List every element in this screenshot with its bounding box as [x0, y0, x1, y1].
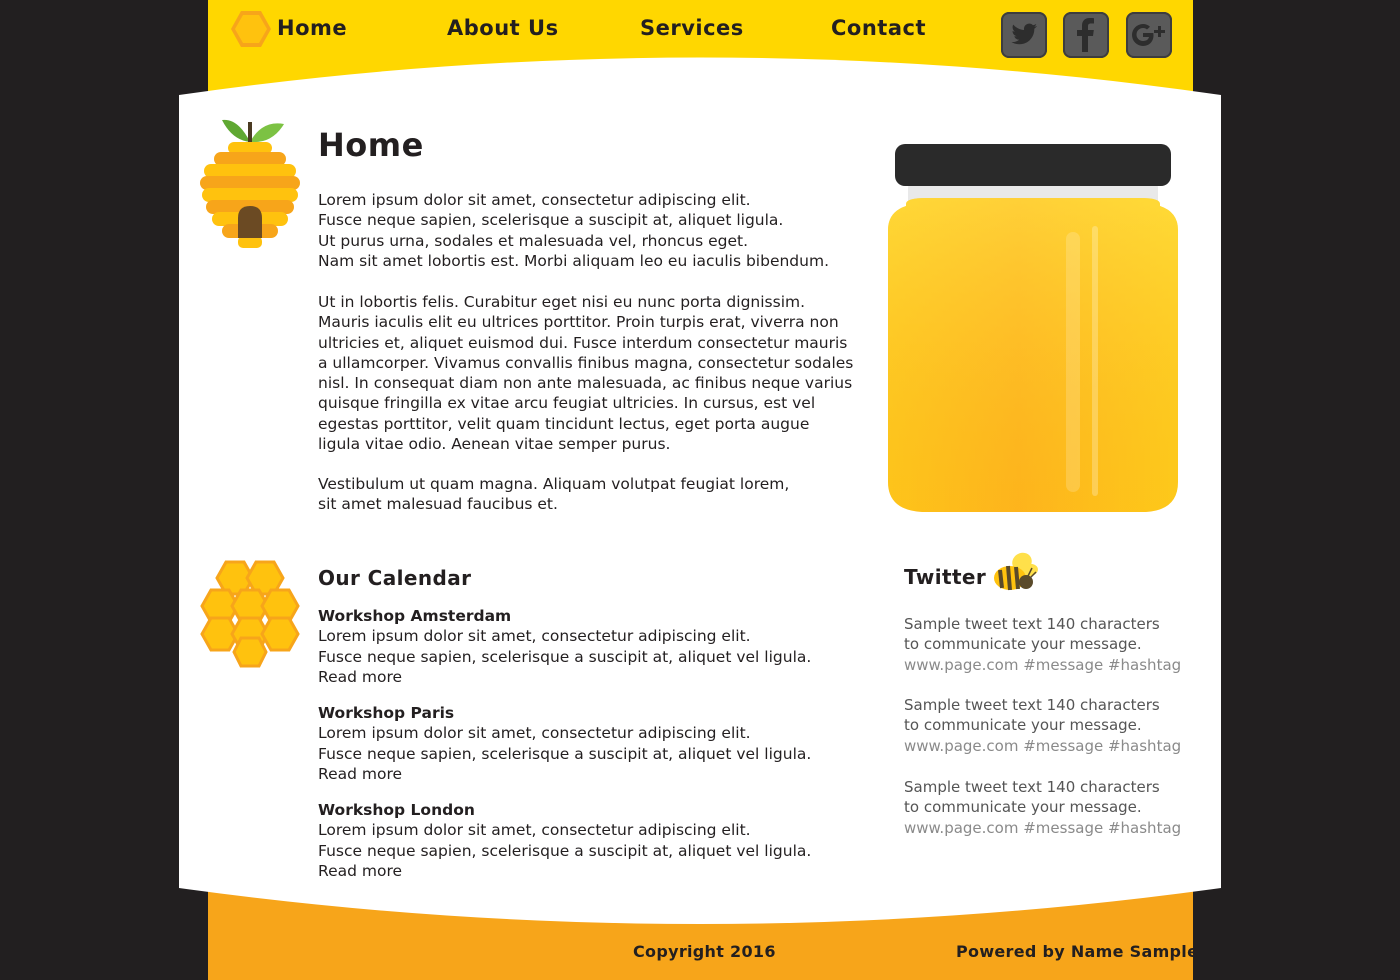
- tweet-link[interactable]: www.page.com #message #hashtag: [904, 655, 1182, 674]
- event-title: Workshop London: [318, 801, 475, 819]
- twitter-title: Twitter: [904, 565, 987, 589]
- event-text: Lorem ipsum dolor sit amet, consectetur adipiscing elit. Fusce neque sapien, scelerisque a suscipit at, aliquet vel ligula.: [318, 724, 812, 763]
- home-title: Home: [318, 126, 424, 164]
- tweet: [904, 777, 1194, 838]
- honeycomb-icon: [196, 560, 304, 670]
- read-more-link[interactable]: Read more: [318, 861, 403, 880]
- facebook-icon[interactable]: [1063, 12, 1109, 58]
- tweet-link[interactable]: www.page.com #message #hashtag: [904, 818, 1182, 837]
- powered-by-text: Powered by Name Sample: [956, 942, 1199, 961]
- tweet-text: Sample tweet text 140 characters to communicate your message.: [904, 696, 1160, 735]
- event-text: Lorem ipsum dolor sit amet, consectetur adipiscing elit. Fusce neque sapien, scelerisque a suscipit at, aliquet vel ligula.: [318, 627, 812, 666]
- tweet-text: Sample tweet text 140 characters to communicate your message.: [904, 615, 1160, 654]
- hexagon-logo-icon[interactable]: [230, 10, 272, 48]
- calendar-event: [318, 703, 878, 784]
- bee-icon: [988, 548, 1040, 600]
- calendar-title: Our Calendar: [318, 566, 472, 590]
- google-plus-icon[interactable]: [1126, 12, 1172, 58]
- event-title: Workshop Paris: [318, 704, 455, 722]
- calendar-event: [318, 800, 878, 881]
- home-paragraph-3: Vestibulum ut quam magna. Aliquam volutpat feugiat lorem, sit amet malesuad faucibus et.: [318, 475, 790, 514]
- tweet-text: Sample tweet text 140 characters to communicate your message.: [904, 778, 1160, 817]
- read-more-link[interactable]: Read more: [318, 764, 403, 783]
- beehive-icon: [198, 112, 302, 254]
- nav-home[interactable]: Home: [277, 16, 348, 40]
- tweet: [904, 695, 1194, 756]
- home-paragraph-1: Lorem ipsum dolor sit amet, consectetur adipiscing elit. Fusce neque sapien, scelerisque a suscipit at, aliquet ligula. Ut purus urna, sodales et malesuada vel, rhoncus eget. Nam sit amet lobortis est. Morbi aliquam leo eu iaculis bibendum.: [318, 191, 829, 270]
- home-paragraph-2: Ut in lobortis felis. Curabitur eget nisi eu nunc porta dignissim. Mauris iaculis elit eu ultrices porttitor. Proin turpis erat, viverra non ultricies et, aliquet euismod dui. Fusce interdum consectetur mauris a ullamcorper. Vivamus convallis finibus magna, consectetur sodales nisl. In consequat diam non ante malesuada, ac finibus neque varius quisque fringilla ex vitae arcu feugiat ultricies. In cursus, est vel egestas porttitor, velit quam tincidunt lectus, eget porta augue ligula vitae odio. Aenean vitae semper purus.: [318, 293, 854, 454]
- nav-about-us[interactable]: About Us: [447, 16, 559, 40]
- nav-contact[interactable]: Contact: [831, 16, 926, 40]
- read-more-link[interactable]: Read more: [318, 667, 403, 686]
- twitter-icon[interactable]: [1001, 12, 1047, 58]
- copyright-text: Copyright 2016: [633, 942, 776, 961]
- tweet-link[interactable]: www.page.com #message #hashtag: [904, 736, 1182, 755]
- tweet: [904, 614, 1194, 675]
- honey-jar-image: [886, 142, 1180, 516]
- calendar-event: [318, 606, 878, 687]
- event-title: Workshop Amsterdam: [318, 607, 512, 625]
- event-text: Lorem ipsum dolor sit amet, consectetur adipiscing elit. Fusce neque sapien, scelerisque a suscipit at, aliquet vel ligula.: [318, 821, 812, 860]
- nav-services[interactable]: Services: [640, 16, 744, 40]
